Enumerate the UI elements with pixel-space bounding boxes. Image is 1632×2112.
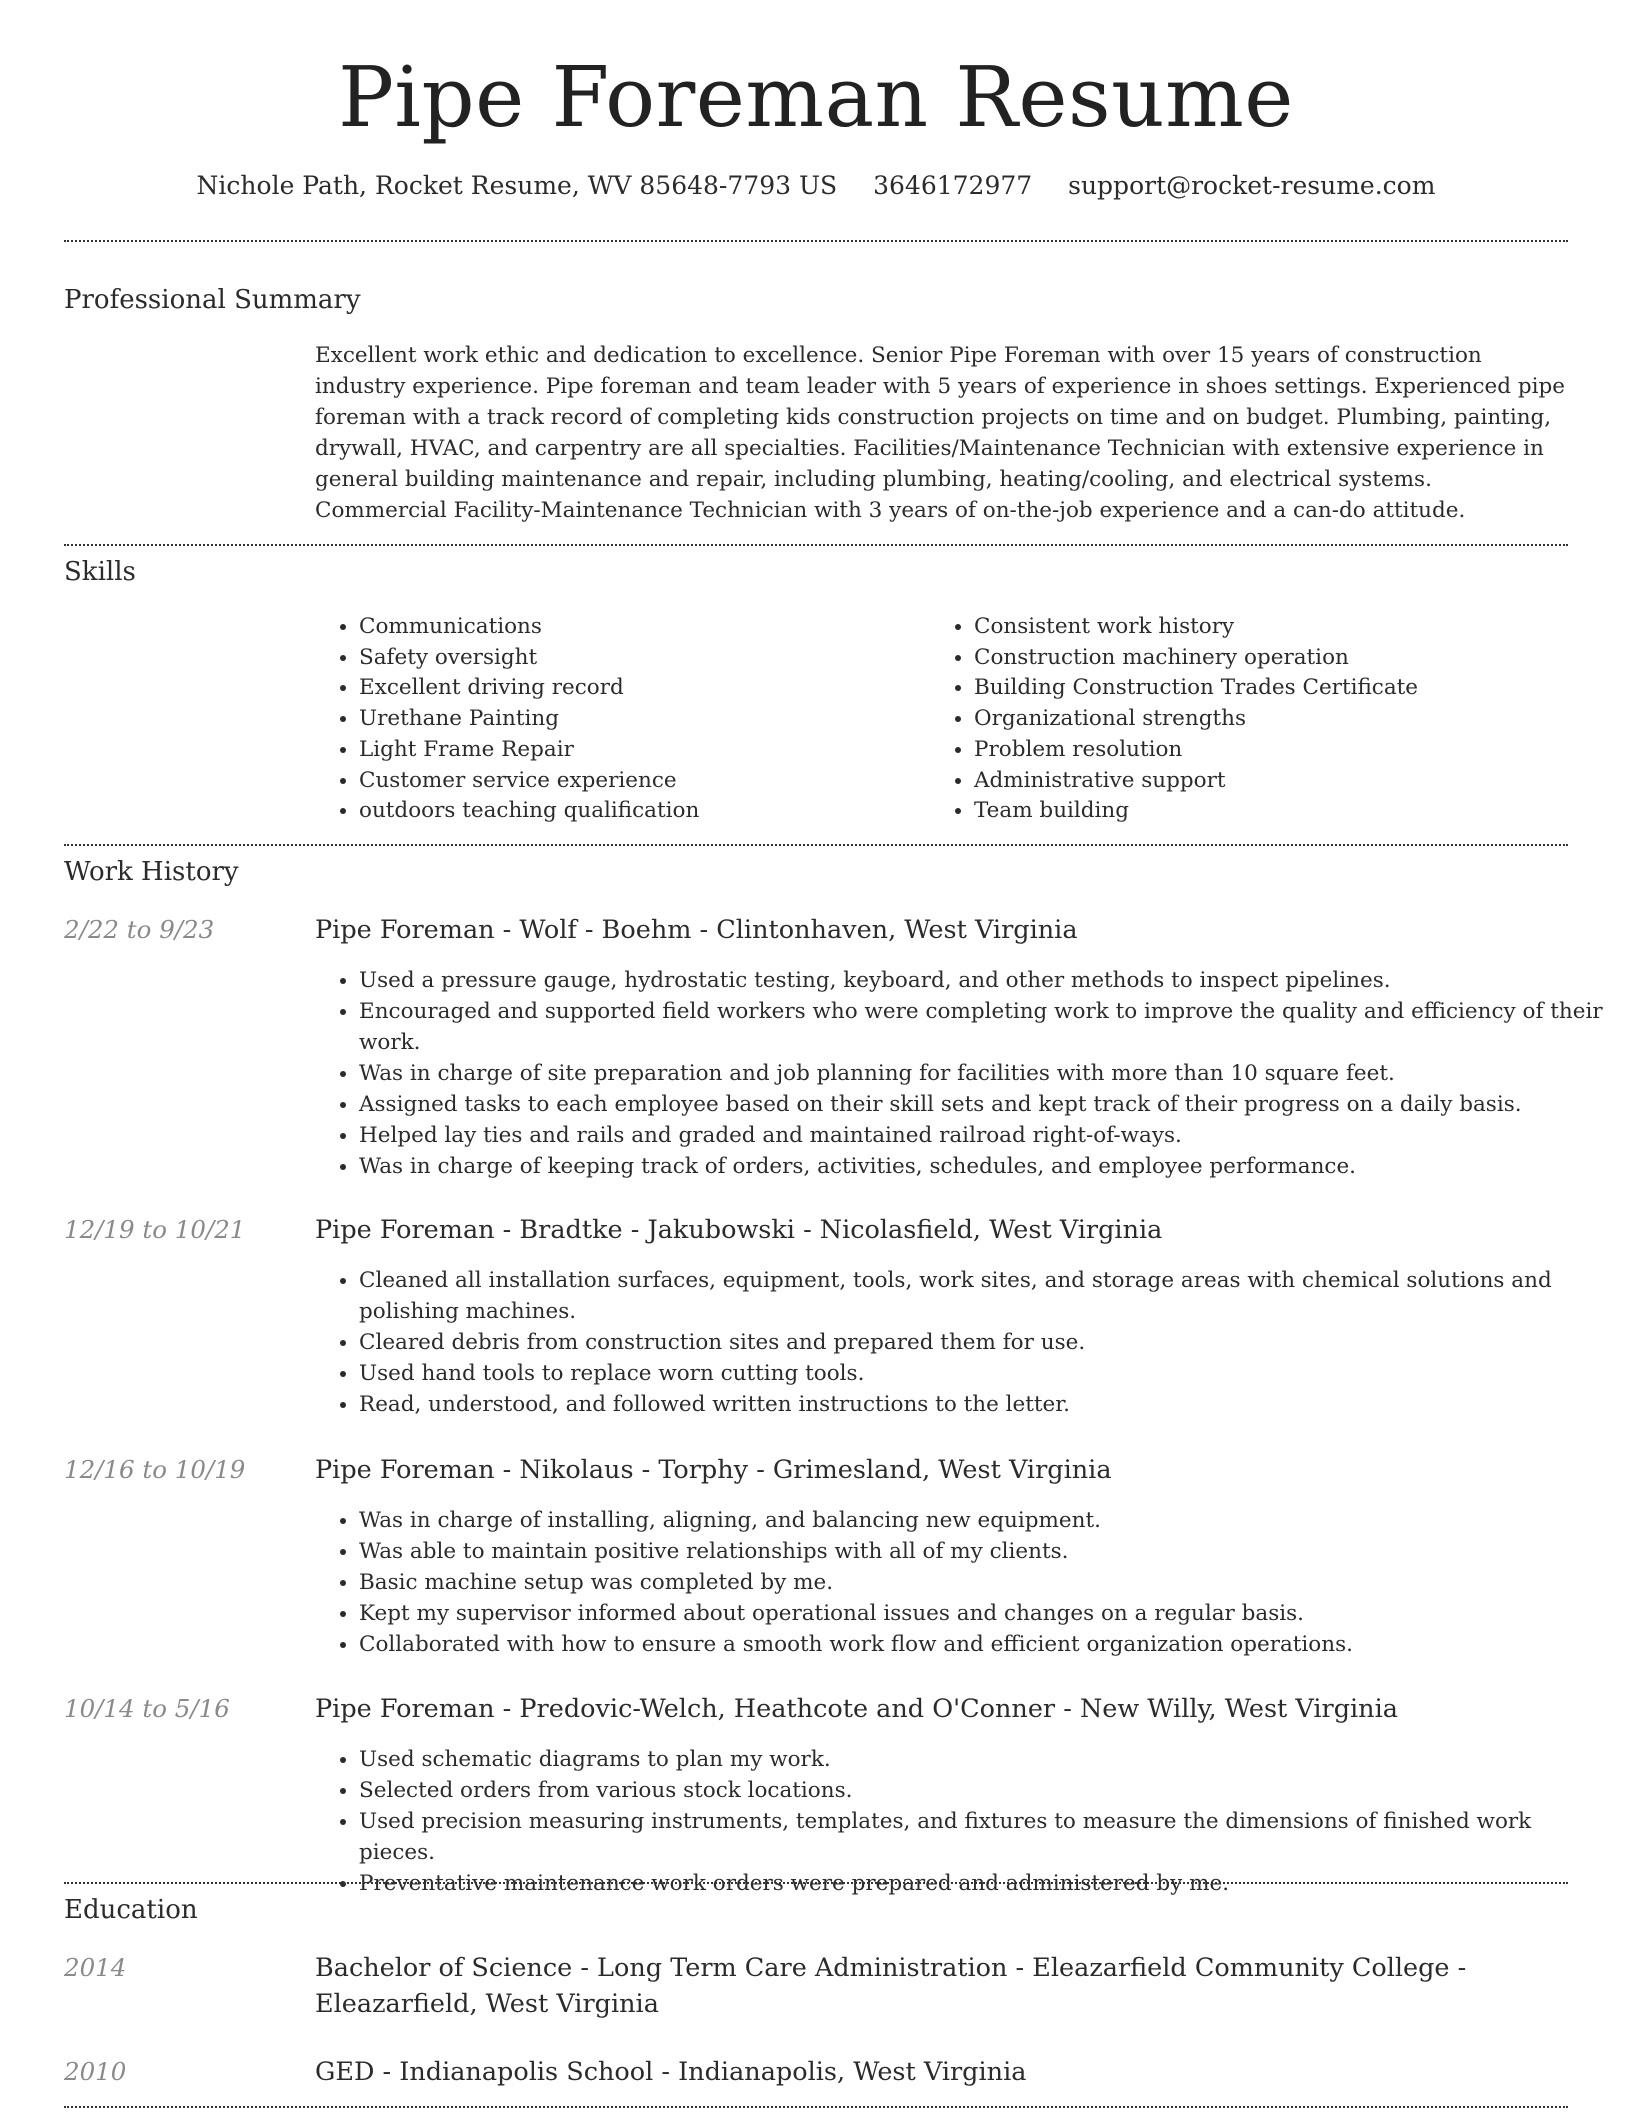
contact-line — [0, 168, 1632, 204]
job-title: Pipe Foreman - Bradtke - Jakubowski - Nicolasfield, West Virginia — [315, 1215, 1163, 1245]
skill-item: • Construction machinery operation — [974, 643, 1594, 674]
job-title: Pipe Foreman - Nikolaus - Torphy - Grimesland, West Virginia — [315, 1455, 1112, 1485]
skill-item: • outdoors teaching qualification — [359, 796, 919, 827]
job-dates: 12/19 to 10/21 — [64, 1215, 246, 1244]
duty-item: • Used hand tools to replace worn cutting tools. — [359, 1358, 1614, 1389]
duty-item: • Cleaned all installation surfaces, equipment, tools, work sites, and storage areas with chemical solutions and polishing machines. — [359, 1265, 1614, 1327]
duty-item: • Used schematic diagrams to plan my work. — [359, 1744, 1614, 1775]
section-divider — [64, 544, 1568, 546]
section-divider — [64, 2106, 1568, 2108]
duty-item: • Was in charge of installing, aligning, and balancing new equipment. — [359, 1505, 1614, 1536]
skill-item: • Communications — [359, 612, 919, 643]
duty-item: • Was able to maintain positive relationships with all of my clients. — [359, 1536, 1614, 1567]
job-dates: 2/22 to 9/23 — [64, 915, 215, 944]
skill-item: • Customer service experience — [359, 766, 919, 797]
section-divider — [64, 240, 1568, 242]
skill-item: • Excellent driving record — [359, 673, 919, 704]
job-duties — [315, 1265, 1614, 1420]
skill-item: • Light Frame Repair — [359, 735, 919, 766]
summary-text: Excellent work ethic and dedication to excellence. Senior Pipe Foreman with over 15 years of construction industry experience. Pipe foreman and team leader with 5 years of experience in shoes settings. Experienced pipe foreman with a track record of completing kids construction projects on time and on budget. Plumbing, painting, drywall, HVAC, and carpentry are all specialties. Facilities/Maintenance Technician with extensive experience in general building maintenance and repair, including plumbing, heating/cooling, and electrical systems. Commercial Facility-Maintenance Technician with 3 years of on-the-job experience and a can-do attitude. — [315, 343, 1565, 523]
education-year: 2010 — [64, 2057, 127, 2086]
duty-item: • Used a pressure gauge, hydrostatic testing, keyboard, and other methods to inspect pipelines. — [359, 965, 1614, 996]
section-divider — [64, 1882, 1568, 1884]
skill-item: • Team building — [974, 796, 1594, 827]
contact-phone: 3646172977 — [873, 171, 1033, 200]
duty-item: • Helped lay ties and rails and graded and maintained railroad right-of-ways. — [359, 1120, 1614, 1151]
skill-item: • Urethane Painting — [359, 704, 919, 735]
duty-item: • Basic machine setup was completed by me. — [359, 1567, 1614, 1598]
skill-item: • Consistent work history — [974, 612, 1594, 643]
skills-list-right — [930, 612, 1594, 827]
contact-email: support@rocket-resume.com — [1068, 171, 1436, 200]
work-heading: Work History — [64, 857, 239, 887]
job-dates: 10/14 to 5/16 — [64, 1694, 230, 1723]
job-dates: 12/16 to 10/19 — [64, 1455, 246, 1484]
skills-heading: Skills — [64, 557, 136, 587]
job-duties — [315, 1505, 1614, 1660]
job-title: Pipe Foreman - Wolf - Boehm - Clintonhaven, West Virginia — [315, 915, 1078, 945]
skill-item: • Administrative support — [974, 766, 1594, 797]
duty-item: • Cleared debris from construction sites and prepared them for use. — [359, 1327, 1614, 1358]
education-title: Bachelor of Science - Long Term Care Administration - Eleazarfield Community College - Eleazarfield, West Virginia — [315, 1953, 1467, 2019]
education-title: GED - Indianapolis School - Indianapolis, West Virginia — [315, 2057, 1027, 2087]
duty-item: • Was in charge of site preparation and job planning for facilities with more than 10 square feet. — [359, 1058, 1614, 1089]
job-duties — [315, 965, 1614, 1182]
skill-item: • Safety oversight — [359, 643, 919, 674]
contact-address: Nichole Path, Rocket Resume, WV 85648-7793 US — [196, 171, 838, 200]
duty-item: • Was in charge of keeping track of orders, activities, schedules, and employee performance. — [359, 1151, 1614, 1182]
job-duties — [315, 1744, 1614, 1899]
skill-item: • Problem resolution — [974, 735, 1594, 766]
duty-item: • Preventative maintenance work orders were prepared and administered by me. — [359, 1868, 1614, 1899]
skills-list-left — [315, 612, 919, 827]
skill-item: • Building Construction Trades Certificate — [974, 673, 1594, 704]
duty-item: • Assigned tasks to each employee based on their skill sets and kept track of their progress on a daily basis. — [359, 1089, 1614, 1120]
duty-item: • Encouraged and supported field workers who were completing work to improve the quality and efficiency of their work. — [359, 996, 1614, 1058]
education-year: 2014 — [64, 1953, 127, 1982]
section-divider — [64, 844, 1568, 846]
skill-item: • Organizational strengths — [974, 704, 1594, 735]
summary-heading: Professional Summary — [64, 285, 361, 315]
job-title: Pipe Foreman - Predovic-Welch, Heathcote and O'Conner - New Willy, West Virginia — [315, 1694, 1398, 1724]
duty-item: • Collaborated with how to ensure a smooth work flow and efficient organization operations. — [359, 1629, 1614, 1660]
duty-item: • Selected orders from various stock locations. — [359, 1775, 1614, 1806]
duty-item: • Used precision measuring instruments, templates, and fixtures to measure the dimensions of finished work pieces. — [359, 1806, 1614, 1868]
duty-item: • Kept my supervisor informed about operational issues and changes on a regular basis. — [359, 1598, 1614, 1629]
resume-title: Pipe Foreman Resume — [338, 49, 1294, 146]
duty-item: • Read, understood, and followed written instructions to the letter. — [359, 1389, 1614, 1420]
education-heading: Education — [64, 1895, 198, 1925]
